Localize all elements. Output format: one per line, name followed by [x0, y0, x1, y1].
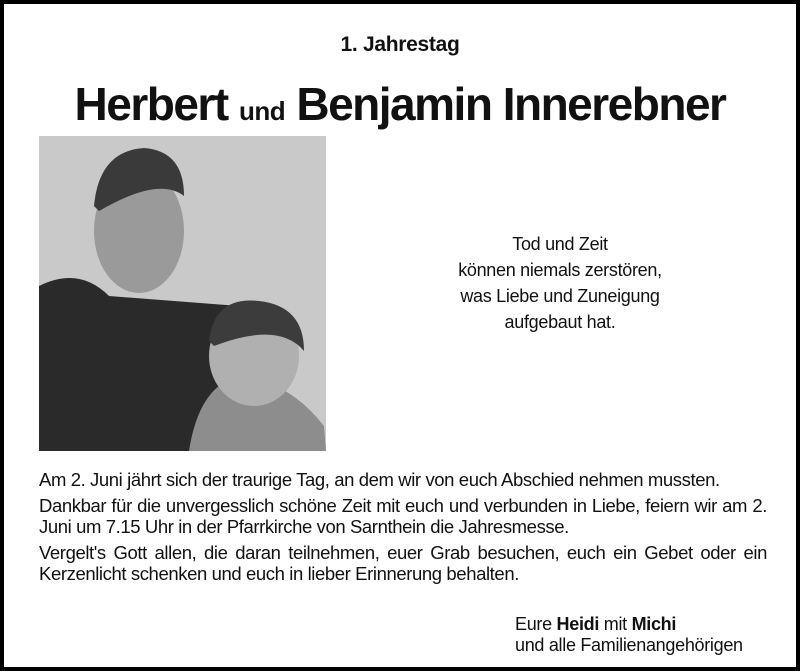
signature-line-2: und alle Familienangehörigen	[515, 635, 743, 655]
notice-body	[39, 469, 767, 589]
body-paragraph: Vergelt's Gott allen, die daran teilnehmen, euer Grab besuchen, euch ein Gebet oder ein Kerzenlicht schenken und euch in lieber Erinnerung behalten.	[39, 542, 767, 584]
deceased-names	[0, 76, 800, 139]
signature-line-1	[515, 614, 743, 635]
names-connector: und	[238, 96, 286, 126]
quote-line: Tod und Zeit	[512, 234, 608, 254]
signature	[515, 614, 743, 656]
signature-connector: mit	[603, 614, 627, 634]
quote-line: was Liebe und Zuneigung	[460, 286, 660, 306]
quote-line: können niemals zerstören,	[458, 260, 662, 280]
name-benjamin: Benjamin Innerebner	[296, 78, 726, 130]
memorial-quote	[410, 231, 710, 335]
body-paragraph: Am 2. Juni jährt sich der traurige Tag, an dem wir von euch Abschied nehmen mussten.	[39, 469, 720, 490]
signature-name-michi: Michi	[631, 614, 677, 634]
body-paragraph: Dankbar für die unvergesslich schöne Zeit mit euch und verbunden in Liebe, feiern wir am 2. Juni um 7.15 Uhr in der Pfarrkirche von Sarnthein die Jahresmesse.	[39, 495, 767, 537]
signature-prefix: Eure	[515, 614, 552, 634]
signature-name-heidi: Heidi	[556, 614, 600, 634]
anniversary-heading: 1. Jahrestag	[340, 33, 460, 56]
quote-line: aufgebaut hat.	[504, 312, 616, 332]
portrait-photo-icon	[39, 136, 326, 451]
name-herbert: Herbert	[74, 78, 228, 130]
